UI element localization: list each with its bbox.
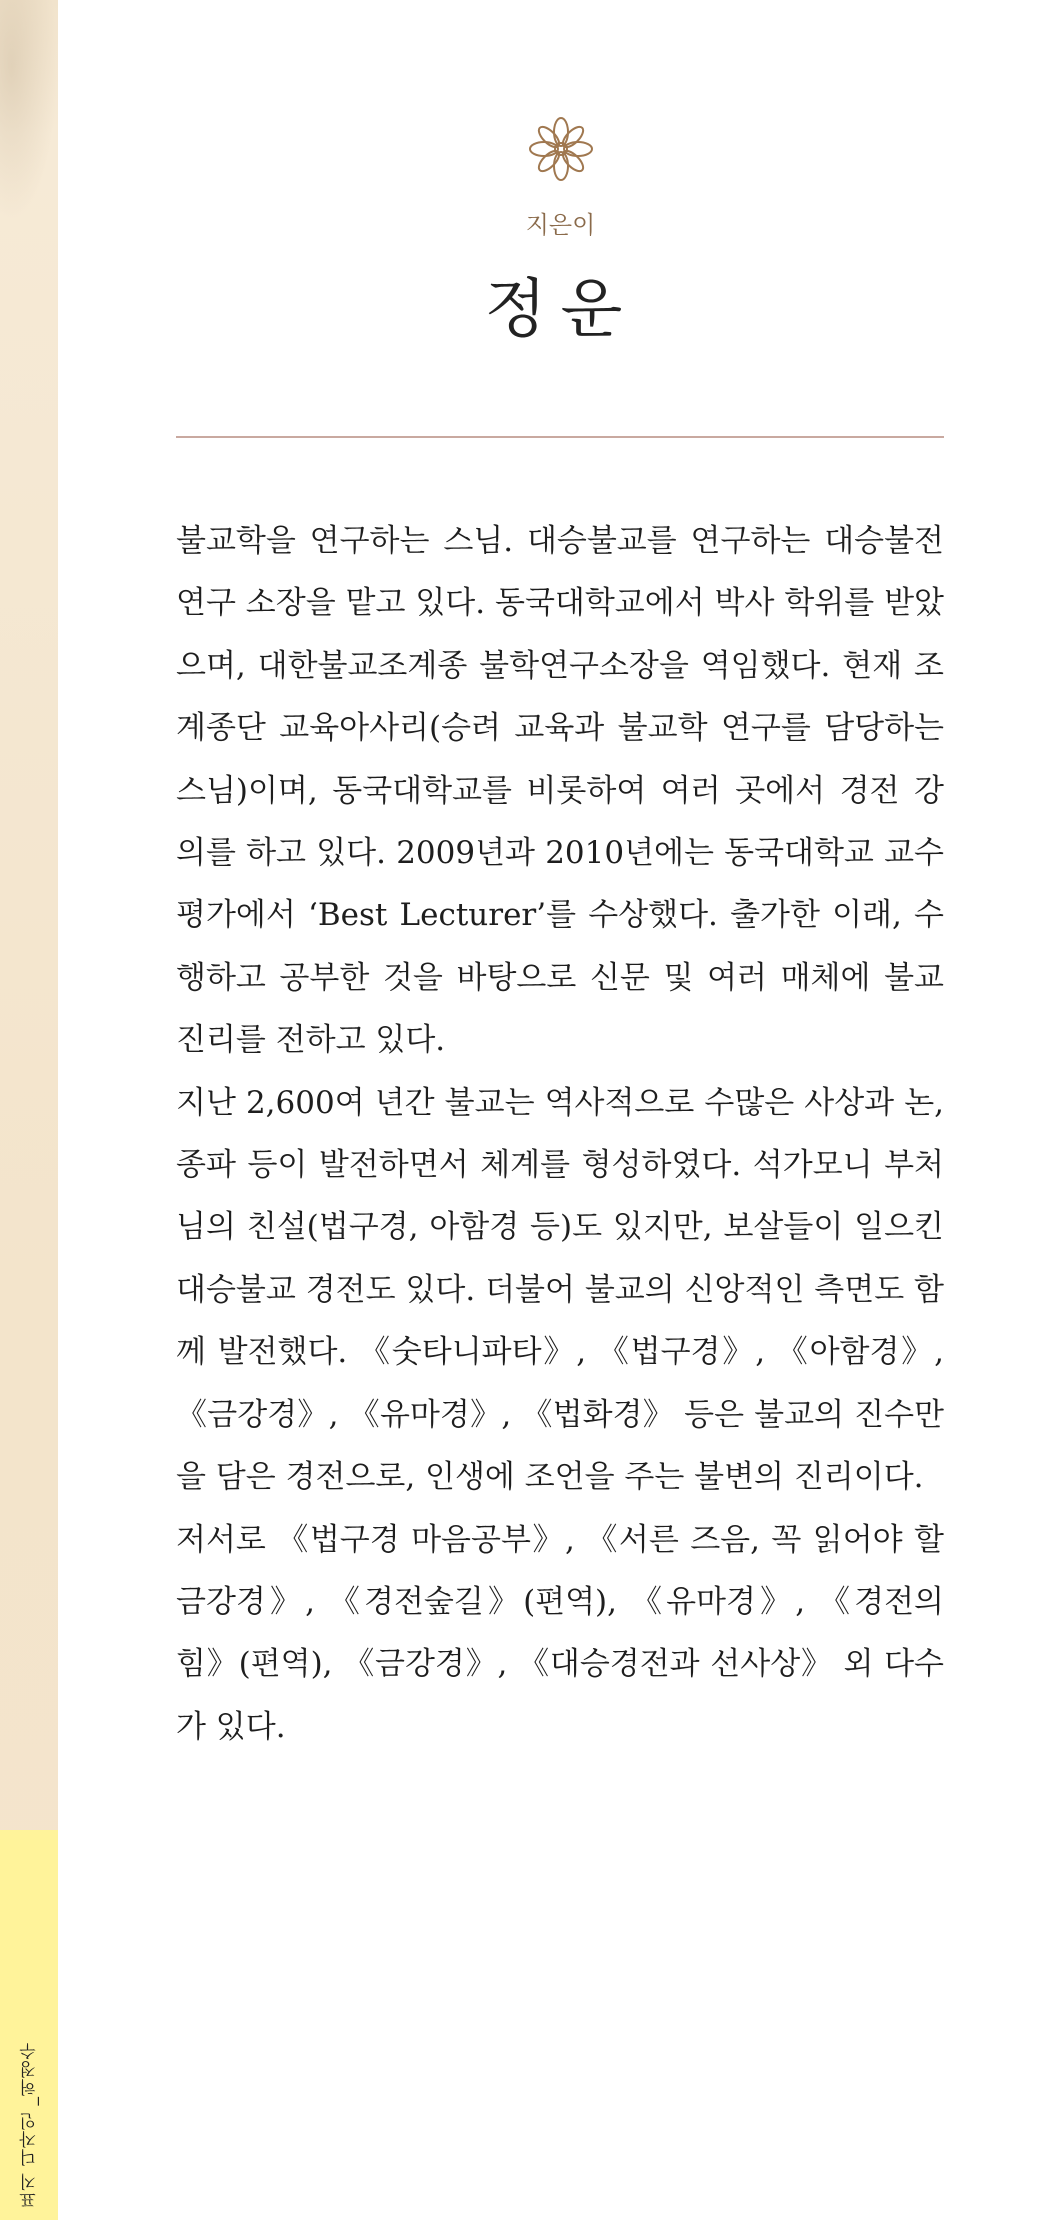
spine-shadow [0, 0, 58, 220]
lotus-flower-icon [526, 114, 596, 184]
bio-paragraph-2: 지난 2,600여 년간 불교는 역사적으로 수많은 사상과 논, 종파 등이 발전하면서 체계를 형성하였다. 석가모니 부처님의 친설(법구경, 아함경 등)도 있지만, 보살들이 일으킨 대승불교 경전도 있다. 더불어 불교의 신앙적인 측면도 함께 발전했다. 《숫타니파타》, 《법구경》, 《아함경》, 《금강경》, 《유마경》, 《법화경》 등은 불교의 진수만을 담은 경전으로, 인생에 조언을 주는 불변의 진리이다. [176, 1084, 944, 1496]
cover-design-credit [18, 2040, 40, 2210]
divider-line [176, 436, 944, 438]
bio-paragraph-1: 불교학을 연구하는 스님. 대승불교를 연구하는 대승불전연구 소장을 맡고 있다. 동국대학교에서 박사 학위를 받았으며, 대한불교조계종 불학연구소장을 역임했다. 현재 조계종단 교육아사리(승려 교육과 불교학 연구를 담당하는 스님)이며, 동국대학교를 비롯하여 여러 곳에서 경전 강의를 하고 있다. 2009년과 2010년에는 동국대학교 교수평가에서 ‘Best Lecturer’를 수상했다. 출가한 이래, 수행하고 공부한 것을 바탕으로 신문 및 여러 매체에 불교 진리를 전하고 있다. [176, 523, 944, 1059]
cover-design-credit-text: 표지 디자인 _허정수 [19, 2041, 40, 2209]
author-name: 정운 [484, 273, 637, 347]
bio-paragraph-3: 저서로 《법구경 마음공부》, 《서른 즈음, 꼭 읽어야 할 금강경》, 《경전숲길》(편역), 《유마경》, 《경전의 힘》(편역), 《금강경》, 《대승경전과 선사상》 외 다수가 있다. [176, 1521, 944, 1745]
role-label: 지은이 [525, 211, 596, 239]
author-biography [176, 510, 944, 1758]
